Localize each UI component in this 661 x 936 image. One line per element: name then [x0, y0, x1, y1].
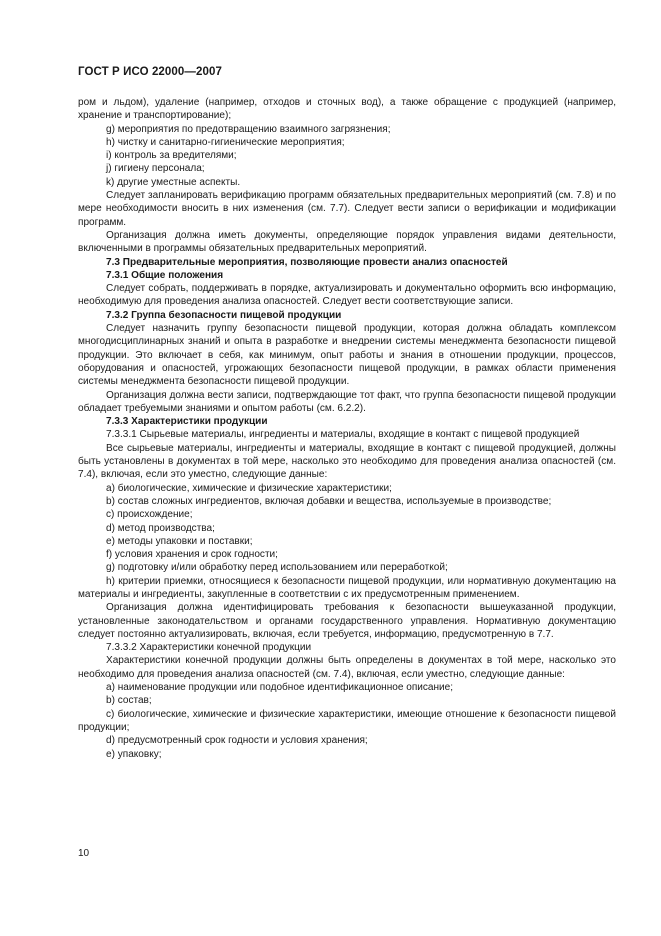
page-header: ГОСТ Р ИСО 22000—2007 [78, 66, 223, 78]
list-item: e) упаковку; [106, 748, 162, 760]
page-number: 10 [78, 848, 90, 859]
list-item: h) критерии приемки, относящиеся к безопасности пищевой продукции, или нормативную документацию на материалы и ингредиенты, закупленные в соответствии с их предусмотренным применением. [78, 575, 616, 600]
list-item: f) условия хранения и срок годности; [106, 549, 278, 561]
list-item: a) наименование продукции или подобное идентификационное описание; [106, 682, 454, 694]
paragraph: Следует запланировать верификацию программ обязательных предварительных мероприятий (см. 7.8) и по мере необходимости вносить в них изменения (см. 7.7). Следует вести записи о верификации и модификации программ. [78, 190, 616, 228]
list-item: j) гигиену персонала; [106, 163, 205, 175]
list-item: g) подготовку и/или обработку перед использованием или переработкой; [106, 562, 448, 574]
list-item: b) состав; [106, 695, 152, 707]
list-item: g) мероприятия по предотвращению взаимного загрязнения; [106, 123, 391, 135]
clause-heading: 7.3.3.2 Характеристики конечной продукции [106, 642, 312, 654]
section-heading: 7.3 Предварительные мероприятия, позволяющие провести анализ опасностей [106, 256, 508, 268]
clause-heading: 7.3.3.1 Сырьевые материалы, ингредиенты и материалы, входящие в контакт с пищевой продукцией [106, 429, 580, 441]
paragraph: Организация должна вести записи, подтверждающие тот факт, что группа безопасности пищевой продукции обладает требуемыми знаниями и опытом работы (см. 6.2.2). [78, 389, 616, 414]
paragraph: Следует собрать, поддерживать в порядке, актуализировать и документально оформить всю информацию, необходимую для проведения анализа опасностей. Следует вести соответствующие записи. [78, 283, 616, 308]
list-item: c) происхождение; [106, 509, 193, 521]
paragraph: Организация должна идентифицировать требования к безопасности вышеуказанной продукции, установленные законодательством и органами государственного управления. Нормативную документацию следует постоянно актуализировать, включая, если требуется, информацию, предусмотренную в 7.7. [78, 602, 616, 640]
list-item: e) методы упаковки и поставки; [106, 535, 253, 547]
subsection-heading: 7.3.2 Группа безопасности пищевой продукции [106, 309, 342, 321]
list-item: d) предусмотренный срок годности и условия хранения; [106, 735, 368, 747]
paragraph: ром и льдом), удаление (например, отходов и сточных вод), а также обращение с продукцией (например, хранение и транспортирование); [78, 97, 616, 122]
paragraph: Следует назначить группу безопасности пищевой продукции, которая должна обладать комплексом многодисциплинарных знаний и опыта в разработке и внедрении системы менеджмента безопасности пищевой продукции. Это включает в себя, как минимум, опыт работы и знания в отношении продукции, процессов, оборудования и опасностей, угрожающих безопасности пищевой продукции, в рамках области применения системы менеджмента безопасности пищевой продукции. [78, 323, 616, 388]
subsection-heading: 7.3.1 Общие положения [106, 269, 224, 281]
paragraph: Все сырьевые материалы, ингредиенты и материалы, входящие в контакт с пищевой продукцией, должны быть установлены в документах в той мере, насколько это необходимо для проведения анализа опасностей (см. 7.4), включая, если это уместно, следующие данные: [78, 442, 616, 481]
list-item: d) метод производства; [106, 522, 215, 534]
list-item: k) другие уместные аспекты. [106, 176, 241, 188]
list-item: a) биологические, химические и физические характеристики; [106, 482, 392, 494]
list-item: i) контроль за вредителями; [106, 150, 237, 162]
list-item: b) состав сложных ингредиентов, включая добавки и вещества, используемые в производстве; [106, 495, 552, 507]
list-item: h) чистку и санитарно-гигиенические мероприятия; [106, 136, 345, 148]
list-item: c) биологические, химические и физические характеристики, имеющие отношение к безопасности пищевой продукции; [78, 708, 616, 733]
paragraph: Организация должна иметь документы, определяющие порядок управления видами деятельности, включенными в программы обязательных предварительных мероприятий. [78, 229, 616, 255]
paragraph: Характеристики конечной продукции должны быть определены в документах в той мере, насколько это необходимо для проведения анализа опасностей (см. 7.4), включая, если уместно, следующие данные: [78, 655, 616, 680]
subsection-heading: 7.3.3 Характеристики продукции [106, 416, 268, 428]
document-body [78, 96, 616, 761]
